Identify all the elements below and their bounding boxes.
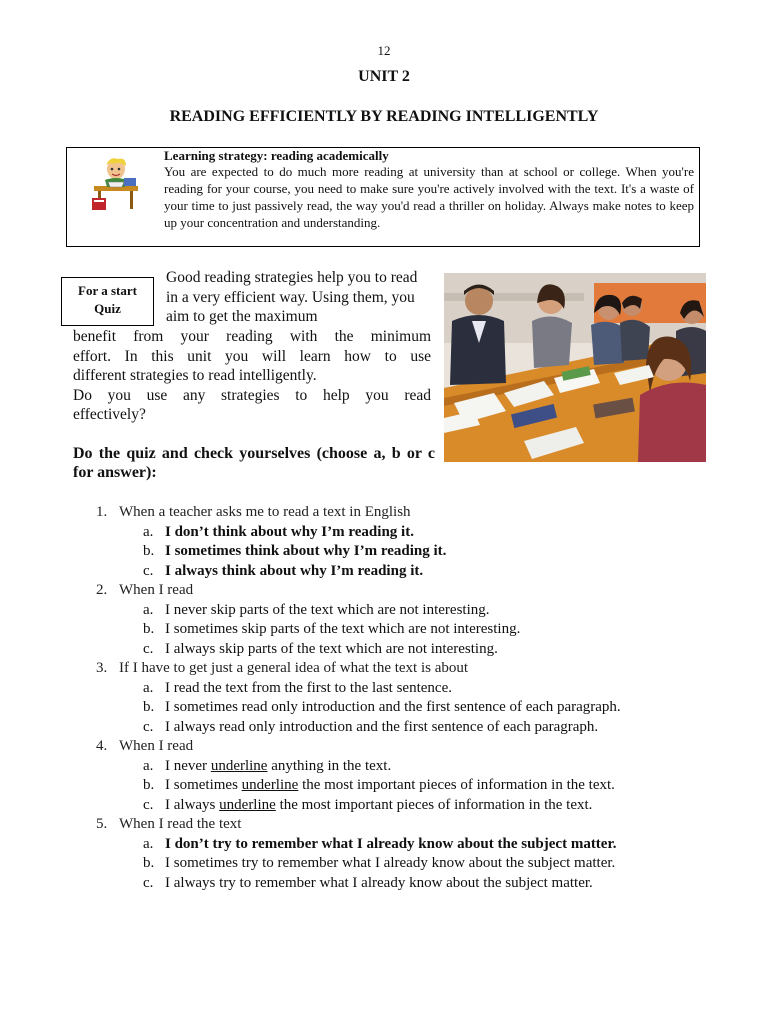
intro-line: different strategies to read intelligently. <box>73 367 317 384</box>
option-letter: a. <box>143 601 154 618</box>
option-letter: b. <box>143 621 155 637</box>
question-number: 5. <box>96 816 108 832</box>
question-text: If I have to get just a general idea of what the text is about <box>119 660 469 676</box>
quiz-option <box>0 698 696 718</box>
strategy-text: You are expected to do much more reading at university than at school or college. When you're reading for your course, you need to make sure you're actively involved with the text. It's a waste of your time to just passively read, the way you'd read a thriller on holiday. Always make notes to keep up your concentration and understanding. <box>164 164 694 230</box>
strategy-heading: Learning strategy: reading academically <box>164 148 389 163</box>
question-text: When I read the text <box>119 816 242 832</box>
option-text: I sometimes think about why I’m reading it. <box>165 543 447 559</box>
quiz-instructions: Do the quiz and check yourselves (choose a, b or c for answer): <box>73 445 435 481</box>
unit-heading: UNIT 2 <box>358 68 410 85</box>
option-text-underlined: underline <box>219 796 276 813</box>
intro-line: effectively? <box>73 406 146 423</box>
quiz-question <box>0 737 768 757</box>
intro-line: effort. In this unit you will learn how to use <box>73 347 431 365</box>
option-text: I always think about why I’m reading it. <box>165 562 424 579</box>
option-text: I sometimes read only introduction and the first sentence of each paragraph. <box>165 699 621 715</box>
quiz-option <box>0 718 696 738</box>
question-number: 4. <box>96 738 108 754</box>
option-letter: b. <box>143 855 155 871</box>
students-reading-photo <box>444 273 706 462</box>
page-title: READING EFFICIENTLY BY READING INTELLIGENTLY <box>169 108 599 125</box>
option-text: I don’t try to remember what I already know about the subject matter. <box>165 835 617 852</box>
quiz-option <box>0 757 696 777</box>
quiz-question <box>0 581 768 601</box>
option-text: I never skip parts of the text which are not interesting. <box>165 601 490 618</box>
intro-line: Do you use any strategies to help you read <box>73 386 431 404</box>
quiz-box-line-1: For a start <box>78 283 137 298</box>
option-letter: c. <box>143 718 154 735</box>
option-letter: c. <box>143 874 154 891</box>
option-text: I always read only introduction and the first sentence of each paragraph. <box>165 718 599 735</box>
question-text: When a teacher asks me to read a text in English <box>119 504 411 520</box>
quiz-option <box>0 620 696 640</box>
page-number: 12 <box>377 43 391 58</box>
option-text: I sometimes try to remember what I already know about the subject matter. <box>165 855 616 871</box>
question-text: When I read <box>119 738 194 754</box>
option-text-post: the most important pieces of information in the text. <box>298 777 615 793</box>
quiz-question <box>0 659 768 679</box>
intro-paragraph-body <box>73 327 431 425</box>
quiz-option <box>0 542 696 562</box>
option-text: I read the text from the first to the last sentence. <box>165 679 452 696</box>
quiz-option <box>0 523 696 543</box>
option-text-underlined: underline <box>210 757 268 774</box>
quiz-option <box>0 854 696 874</box>
intro-line: benefit from your reading with the minimum <box>73 328 431 345</box>
question-number: 1. <box>96 504 108 520</box>
option-letter: b. <box>143 777 155 793</box>
option-letter: a. <box>143 679 154 696</box>
quiz-option <box>0 601 696 621</box>
option-text-underlined: underline <box>241 777 299 793</box>
option-letter: a. <box>143 835 154 852</box>
option-letter: b. <box>143 543 155 559</box>
quiz-option <box>0 640 696 660</box>
quiz-question <box>0 815 768 835</box>
option-letter: c. <box>143 562 154 579</box>
intro-paragraph-top: Good reading strategies help you to read in a very efficient way. Using them, you aim to get the maximum <box>166 269 418 325</box>
option-letter: c. <box>143 796 154 813</box>
quiz-option <box>0 679 696 699</box>
for-a-start-quiz-box <box>61 277 154 326</box>
option-letter: b. <box>143 699 155 715</box>
option-text-post: anything in the text. <box>267 757 392 774</box>
quiz-option <box>0 874 696 894</box>
option-text: I always try to remember what I already know about the subject matter. <box>165 874 593 891</box>
quiz-option <box>0 776 696 796</box>
quiz-option <box>0 835 696 855</box>
option-text-pre: I sometimes <box>165 777 242 793</box>
quiz-question <box>0 503 768 523</box>
question-number: 3. <box>96 660 108 676</box>
option-text-pre: I always <box>165 796 220 813</box>
quiz-question-list <box>0 503 768 893</box>
option-letter: c. <box>143 640 154 657</box>
quiz-option <box>0 562 696 582</box>
option-text: I always skip parts of the text which are not interesting. <box>165 640 498 657</box>
option-text-pre: I never <box>165 757 211 774</box>
question-text: When I read <box>119 582 194 598</box>
option-text-post: the most important pieces of information in the text. <box>275 796 593 813</box>
option-text: I sometimes skip parts of the text which are not interesting. <box>165 621 521 637</box>
option-text: I don’t think about why I’m reading it. <box>165 523 414 540</box>
quiz-option <box>0 796 696 816</box>
option-letter: a. <box>143 757 154 774</box>
question-number: 2. <box>96 582 108 598</box>
student-reading-icon <box>88 156 144 214</box>
option-letter: a. <box>143 523 154 540</box>
quiz-box-line-2: Quiz <box>94 301 121 316</box>
